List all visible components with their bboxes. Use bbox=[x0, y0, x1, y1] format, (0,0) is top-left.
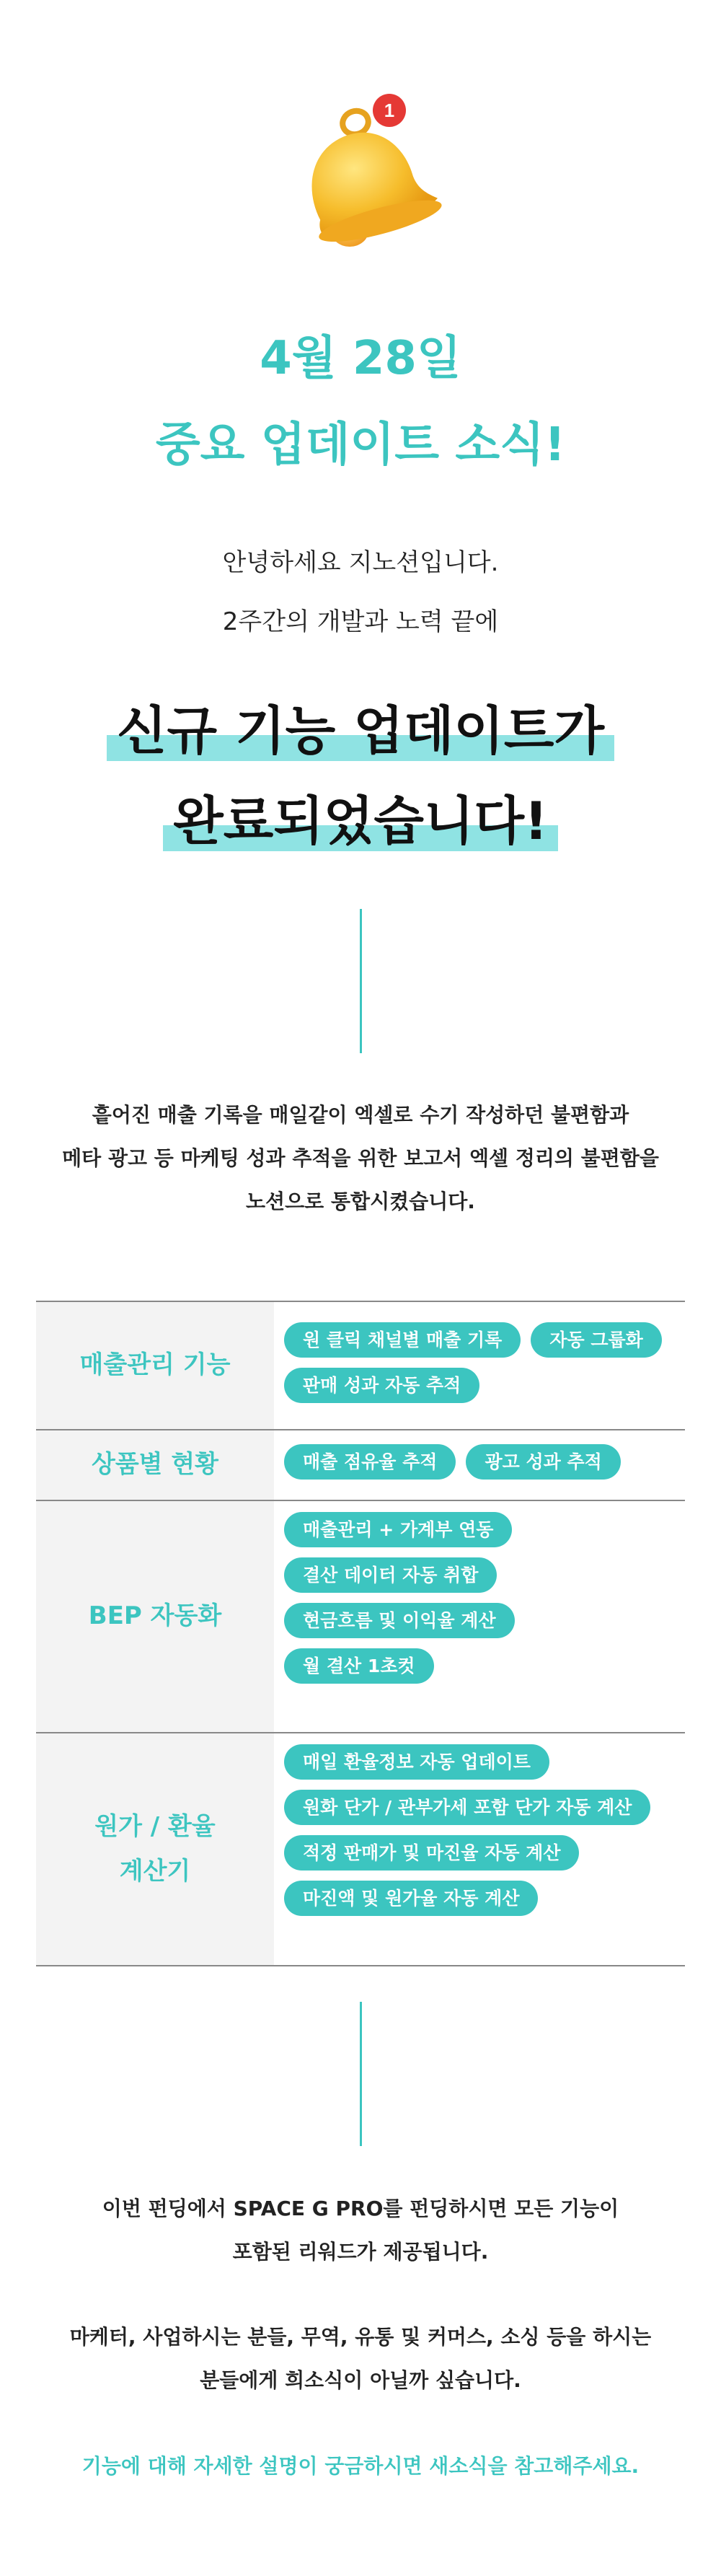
update-title: 중요 업데이트 소식! bbox=[155, 418, 566, 472]
feature-table bbox=[36, 1301, 685, 1966]
reward-text-line2: 포함된 리워드가 제공됩니다. bbox=[232, 2240, 489, 2264]
headline-line2-text: 완료되었습니다! bbox=[163, 779, 558, 854]
divider-line bbox=[360, 2002, 362, 2146]
description-line2: 메타 광고 등 마케팅 성과 추적을 위한 보고서 엑셀 정리의 불편함을 bbox=[62, 1146, 659, 1170]
feature-row-sales bbox=[36, 1302, 685, 1430]
feature-tag: 원화 단가 / 관부가세 포함 단가 자동 계산 bbox=[284, 1790, 650, 1825]
feature-tag: 적정 판매가 및 마진율 자동 계산 bbox=[284, 1835, 579, 1871]
feature-tag: 월 결산 1초컷 bbox=[284, 1648, 434, 1684]
greeting-text: 안녕하세요 지노션입니다. bbox=[222, 548, 499, 577]
feature-tag: 광고 성과 추적 bbox=[466, 1444, 620, 1480]
feature-tag: 매출관리 + 가계부 연동 bbox=[284, 1512, 512, 1547]
feature-tag: 판매 성과 자동 추적 bbox=[284, 1368, 479, 1403]
feature-row-product bbox=[36, 1430, 685, 1501]
notification-bell-icon bbox=[270, 87, 451, 267]
feature-tags bbox=[274, 1733, 685, 1965]
reward-text-line1: 이번 펀딩에서 SPACE G PRO를 펀딩하시면 모든 기능이 bbox=[102, 2197, 619, 2220]
divider-line bbox=[360, 909, 362, 1053]
description-line1: 흩어진 매출 기록을 매일같이 엑셀로 수기 작성하던 불편함과 bbox=[92, 1103, 629, 1127]
feature-name-line2: 계산기 bbox=[119, 1856, 191, 1886]
update-date: 4월 28일 bbox=[260, 332, 461, 385]
headline-line1-text: 신규 기능 업데이트가 bbox=[107, 689, 614, 764]
news-reference-text: 기능에 대해 자세한 설명이 궁금하시면 새소식을 참고해주세요. bbox=[81, 2454, 640, 2478]
feature-tag: 자동 그룹화 bbox=[531, 1322, 661, 1358]
feature-tag: 매일 환율정보 자동 업데이트 bbox=[284, 1744, 549, 1780]
feature-tags bbox=[274, 1430, 685, 1500]
feature-name: BEP 자동화 bbox=[36, 1501, 274, 1732]
feature-name: 상품별 현황 bbox=[36, 1430, 274, 1500]
headline-line1 bbox=[0, 689, 721, 764]
feature-tags bbox=[274, 1501, 685, 1732]
feature-tags bbox=[274, 1302, 685, 1429]
feature-tag: 결산 데이터 자동 취합 bbox=[284, 1557, 497, 1593]
feature-tag: 매출 점유율 추적 bbox=[284, 1444, 456, 1480]
audience-text-line2: 분들에게 희소식이 아닐까 싶습니다. bbox=[200, 2368, 521, 2392]
feature-row-bep bbox=[36, 1501, 685, 1733]
feature-tag: 현금흐름 및 이익율 계산 bbox=[284, 1603, 515, 1638]
description-line3 bbox=[0, 1186, 721, 1215]
feature-tag: 원 클릭 채널별 매출 기록 bbox=[284, 1322, 521, 1358]
feature-tag: 마진액 및 원가율 자동 계산 bbox=[284, 1881, 538, 1916]
notification-badge: 1 bbox=[373, 94, 406, 127]
feature-name: 매출관리 기능 bbox=[36, 1302, 274, 1429]
feature-row-cost bbox=[36, 1733, 685, 1966]
description-line3-text: 노션으로 통합시켰습니다. bbox=[246, 1186, 475, 1215]
headline-line2 bbox=[0, 779, 721, 854]
audience-text-line1: 마케터, 사업하시는 분들, 무역, 유통 및 커머스, 소싱 등을 하시는 bbox=[69, 2325, 652, 2349]
intro-text: 2주간의 개발과 노력 끝에 bbox=[222, 607, 499, 636]
feature-name bbox=[36, 1733, 274, 1965]
feature-name-line1: 원가 / 환율 bbox=[94, 1812, 216, 1842]
